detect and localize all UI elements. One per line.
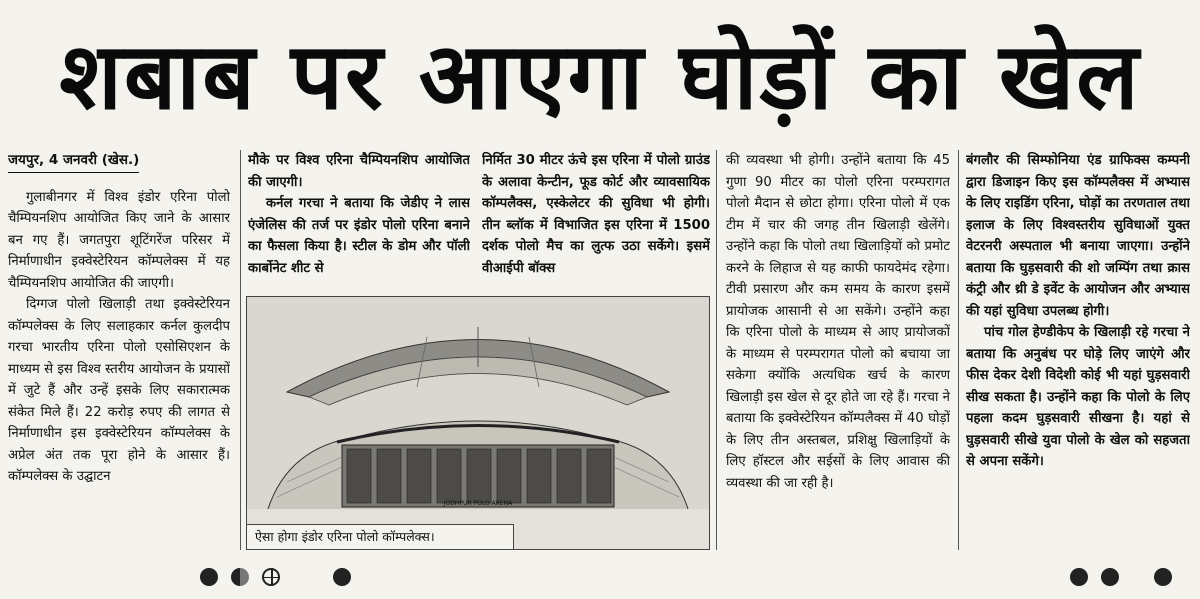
registration-marks-right — [1070, 566, 1180, 586]
column-5 — [966, 150, 1190, 473]
col4-paragraph-1: की व्यवस्था भी होगी। उन्होंने बताया कि 45 गुणा 90 मीटर का पोलो एरिना परम्परागत पोलो मैदान से छोटा होगा। एरिना पोलो में एक टीम में चार की जगह तीन खिलाड़ी खेलेंगे। उन्होंने कहा कि पोलो तथा खिलाड़ियों को प्रमोट करने के लिहाज से यह काफी फायदेमंद रहेगा। टीवी प्रसारण और कम समय के कारण इसमें प्रायोजक आसानी से आ सकेंगे। उन्होंने कहा कि एरिना पोलो के माध्यम से आए प्रायोजकों के माध्यम से परम्परागत पोलो को बचाया जा सकेगा क्योंकि अत्यधिक खर्च के कारण खिलाड़ी इस खेल से दूर होते जा रहे हैं। गरचा ने बताया कि इक्वेस्टेरियन कॉम्पलैक्स में 40 घोड़ों के लिए तीन अस्तबल, प्रशिक्षु खिलाड़ियों के लिए हॉस्टल और सईसों के लिए आवास की व्यवस्था की जा रही है। — [726, 153, 950, 491]
col2-paragraph-1: मौके पर विश्व एरिना चैम्पियनशिप आयोजित की जाएगी। — [248, 153, 470, 190]
column-3 — [482, 150, 710, 290]
registration-dot-icon — [200, 568, 218, 586]
column-2 — [248, 150, 470, 290]
col1-paragraph-2: दिग्गज पोलो खिलाड़ी तथा इक्वेस्टेरियन कॉम्पलेक्स के लिए सलाहकार कर्नल कुलदीप गरचा भारतीय एरिना पोलो एसोसिएशन के माध्यम से इस विश्व स्तरीय आयोजन के प्रयासों में जुटे हैं और उन्हें इसके लिए सकारात्मक संकेत मिले हैं। 22 करोड़ रुपए की लागत से निर्माणाधीन इस इक्वेस्टेरियन कॉम्पलेक्स के अप्रेल अंत तक पूरा होने के आसार हैं। कॉम्पलेक्स के उद्घाटन — [8, 297, 230, 484]
arena-photo — [246, 296, 710, 550]
col3-paragraph-1: निर्मित 30 मीटर ऊंचे इस एरिना में पोलो ग्राउंड के अलावा केन्टीन, फूड कोर्ट और व्यावसायिक कॉम्पलैक्स, एस्केलेटर की सुविधा भी होगी। तीन ब्लॉक में विभाजित इस एरिना में 1500 दर्शक पोलो मैच का लुत्फ उठा सकेंगे। इसमें वीआईपी बॉक्स — [482, 153, 710, 276]
col1-paragraph-1: गुलाबीनगर में विश्व इंडोर एरिना पोलो चैम्पियनशिप आयोजित किए जाने के आसार बन गए हैं। जगतपुरा शूटिंगरेंज परिसर में निर्माणाधीन इक्वेस्टेरियन कॉम्पलेक्स में यह चैम्पियनशिप आयोजित की जाएगी। — [8, 189, 230, 291]
arena-sign: JODHPUR POLO ARENA — [443, 500, 513, 507]
column-1 — [8, 150, 230, 488]
column-4 — [726, 150, 950, 494]
registration-dot-icon — [1101, 568, 1119, 586]
column-rule — [958, 150, 959, 550]
registration-dot-icon — [1154, 568, 1172, 586]
col5-paragraph-1: बंगलौर की सिम्फोनिया एंड ग्राफिक्स कम्पनी द्वारा डिजाइन किए इस कॉम्पलैक्स में अभ्यास के लिए राइडिंग एरिना, घोड़ों का तरणताल तथा इलाज के लिए विश्वस्तरीय सुविधाओं युक्त वेटरनरी अस्पताल भी बनाया जाएगा। उन्होंने बताया कि घुड़सवारी की शो जम्पिंग तथा क्रास कंट्री और थ्री डे इवेंट के आयोजन और अभ्यास की यहां सुविधा उपलब्ध होगी। — [966, 153, 1190, 319]
registration-dot-icon — [333, 568, 351, 586]
registration-dot-icon — [1070, 568, 1088, 586]
crosshair-icon — [262, 568, 280, 586]
registration-marks-left — [200, 566, 359, 586]
photo-caption: ऐसा होगा इंडोर एरिना पोलो कॉम्पलेक्स। — [247, 524, 514, 549]
column-rule — [240, 150, 241, 550]
col2-paragraph-2: कर्नल गरचा ने बताया कि जेडीए ने लास एंजेलिस की तर्ज पर इंडोर पोलो एरिना बनाने का फैसला किया है। स्टील के डोम और पॉली कार्बोनेट शीट से — [248, 196, 470, 276]
dateline: जयपुर, 4 जनवरी (खेस.) — [8, 150, 139, 173]
headline: शबाब पर आएगा घोड़ों का खेल — [59, 23, 1141, 130]
arena-illustration — [247, 297, 709, 549]
col5-paragraph-2: पांच गोल हेण्डीकेप के खिलाड़ी रहे गरचा ने बताया कि अनुबंध पर घोड़े लिए जाएंगे और फीस देकर देशी विदेशी कोई भी यहां घुड़सवारी सीख सकता है। उन्होंने कहा कि पोलो के लिए पहला कदम घुड़सवारी सीखना है। यहां से घुड़सवारी सीखे युवा पोलो के खेल को सहजता से अपना सकेंगे। — [966, 325, 1190, 469]
column-rule — [716, 150, 717, 550]
registration-dot-icon — [231, 568, 249, 586]
